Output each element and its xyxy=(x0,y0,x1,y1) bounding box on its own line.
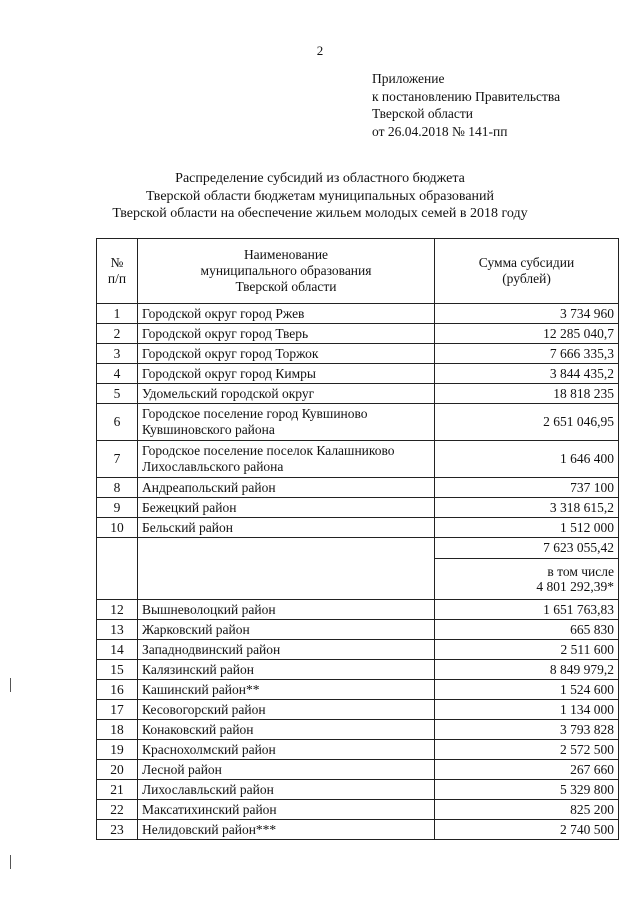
table-cell: 3 318 615,2 xyxy=(435,498,619,518)
scan-margin-mark xyxy=(10,678,11,692)
table-cell: 12 285 040,7 xyxy=(435,324,619,344)
appendix-block xyxy=(372,70,560,140)
table-row xyxy=(97,640,619,660)
table-row xyxy=(97,324,619,344)
table-row xyxy=(97,384,619,404)
table-row xyxy=(97,700,619,720)
table-row xyxy=(97,620,619,640)
table-header-row xyxy=(97,239,619,304)
table-row xyxy=(97,660,619,680)
table-row xyxy=(97,538,619,559)
table-row xyxy=(97,344,619,364)
table-cell: Кесовогорский район xyxy=(138,700,435,720)
table-cell: 4 xyxy=(97,364,138,384)
table-row xyxy=(97,720,619,740)
table-cell: Бежецкий район xyxy=(138,498,435,518)
table-cell: 3 844 435,2 xyxy=(435,364,619,384)
table-cell: 18 xyxy=(97,720,138,740)
header-num: № п/п xyxy=(97,239,138,304)
table-cell: 3 xyxy=(97,344,138,364)
appendix-line: к постановлению Правительства xyxy=(372,88,561,104)
table-cell: 9 xyxy=(97,498,138,518)
table-cell: Вышневолоцкий район xyxy=(138,600,435,620)
table-cell: 2 xyxy=(97,324,138,344)
table-cell: 20 xyxy=(97,760,138,780)
title-line: Распределение субсидий из областного бюджета xyxy=(175,171,465,186)
table-cell: Городской округ город Тверь xyxy=(138,324,435,344)
table-cell: 3 734 960 xyxy=(435,304,619,324)
table-cell: 2 511 600 xyxy=(435,640,619,660)
table-cell: 1 646 400 xyxy=(435,441,619,478)
table-cell: 21 xyxy=(97,780,138,800)
table-cell: 5 xyxy=(97,384,138,404)
table-row xyxy=(97,441,619,478)
table-cell: 2 572 500 xyxy=(435,740,619,760)
table-row xyxy=(97,760,619,780)
table-cell: 3 793 828 xyxy=(435,720,619,740)
table-cell: Калязинский район xyxy=(138,660,435,680)
appendix-line: от 26.04.2018 № 141-пп xyxy=(372,123,508,139)
scan-margin-mark xyxy=(10,855,11,869)
table-cell: 1 524 600 xyxy=(435,680,619,700)
table-cell: Городской округ город Торжок xyxy=(138,344,435,364)
table-row xyxy=(97,518,619,538)
header-name: Наименование муниципального образования Тверской области xyxy=(138,239,435,304)
table-cell: Нелидовский район*** xyxy=(138,820,435,840)
title-line: Тверской области на обеспечение жильем молодых семей в 2018 году xyxy=(112,206,528,221)
table-cell: 12 xyxy=(97,600,138,620)
table-cell: 1 134 000 xyxy=(435,700,619,720)
table-cell: 22 xyxy=(97,800,138,820)
table-cell: 1 651 763,83 xyxy=(435,600,619,620)
table-cell: 267 660 xyxy=(435,760,619,780)
table-cell: 7 666 335,3 xyxy=(435,344,619,364)
table-cell: 8 xyxy=(97,478,138,498)
appendix-line: Тверской области xyxy=(372,106,473,121)
table-cell: 19 xyxy=(97,740,138,760)
table-cell: 15 xyxy=(97,660,138,680)
table-cell: 18 818 235 xyxy=(435,384,619,404)
table-cell: Жарковский район xyxy=(138,620,435,640)
table-cell: Кашинский район** xyxy=(138,680,435,700)
table-cell: 16 xyxy=(97,680,138,700)
table-cell xyxy=(97,538,138,600)
table-cell: 5 329 800 xyxy=(435,780,619,800)
table-cell: 2 651 046,95 xyxy=(435,404,619,441)
table-cell: 1 xyxy=(97,304,138,324)
table-cell: Городское поселение город Кувшиново Кувшиновского района xyxy=(138,404,435,441)
table-cell: 13 xyxy=(97,620,138,640)
table-cell: 737 100 xyxy=(435,478,619,498)
table-cell: 8 849 979,2 xyxy=(435,660,619,680)
table-cell: Удомельский городской округ xyxy=(138,384,435,404)
table-row xyxy=(97,680,619,700)
table-cell: Городской округ город Ржев xyxy=(138,304,435,324)
table-cell: Андреапольский район xyxy=(138,478,435,498)
table-cell: 825 200 xyxy=(435,800,619,820)
amount-note: в том числе 4 801 292,39* xyxy=(435,559,619,600)
document-title xyxy=(0,170,640,223)
table-row xyxy=(97,780,619,800)
amount-total: 7 623 055,42 xyxy=(435,538,619,559)
page-number: 2 xyxy=(316,43,324,58)
table-cell: Городской округ город Кимры xyxy=(138,364,435,384)
table-cell: 23 xyxy=(97,820,138,840)
table-cell xyxy=(138,538,435,600)
table-row xyxy=(97,478,619,498)
table-cell: Лесной район xyxy=(138,760,435,780)
table-cell: 7 xyxy=(97,441,138,478)
table-row xyxy=(97,404,619,441)
table-row xyxy=(97,498,619,518)
table-row xyxy=(97,740,619,760)
table-cell: Конаковский район xyxy=(138,720,435,740)
table-cell: 6 xyxy=(97,404,138,441)
table-cell: 2 740 500 xyxy=(435,820,619,840)
table-cell: 10 xyxy=(97,518,138,538)
table-cell: 1 512 000 xyxy=(435,518,619,538)
table-cell: 17 xyxy=(97,700,138,720)
table-row xyxy=(97,600,619,620)
header-amount: Сумма субсидии (рублей) xyxy=(435,239,619,304)
table-row xyxy=(97,364,619,384)
table-cell: 665 830 xyxy=(435,620,619,640)
table-cell: Лихославльский район xyxy=(138,780,435,800)
table-cell: Краснохолмский район xyxy=(138,740,435,760)
table-cell: Западнодвинский район xyxy=(138,640,435,660)
table-row xyxy=(97,820,619,840)
table-cell: Бельский район xyxy=(138,518,435,538)
table-cell: Максатихинский район xyxy=(138,800,435,820)
subsidy-table xyxy=(96,238,619,840)
table-row xyxy=(97,304,619,324)
table-cell: 14 xyxy=(97,640,138,660)
table-row xyxy=(97,800,619,820)
appendix-line: Приложение xyxy=(372,71,445,86)
table-cell: Городское поселение поселок Калашниково Лихославльского района xyxy=(138,441,435,478)
title-line: Тверской области бюджетам муниципальных образований xyxy=(145,188,495,204)
